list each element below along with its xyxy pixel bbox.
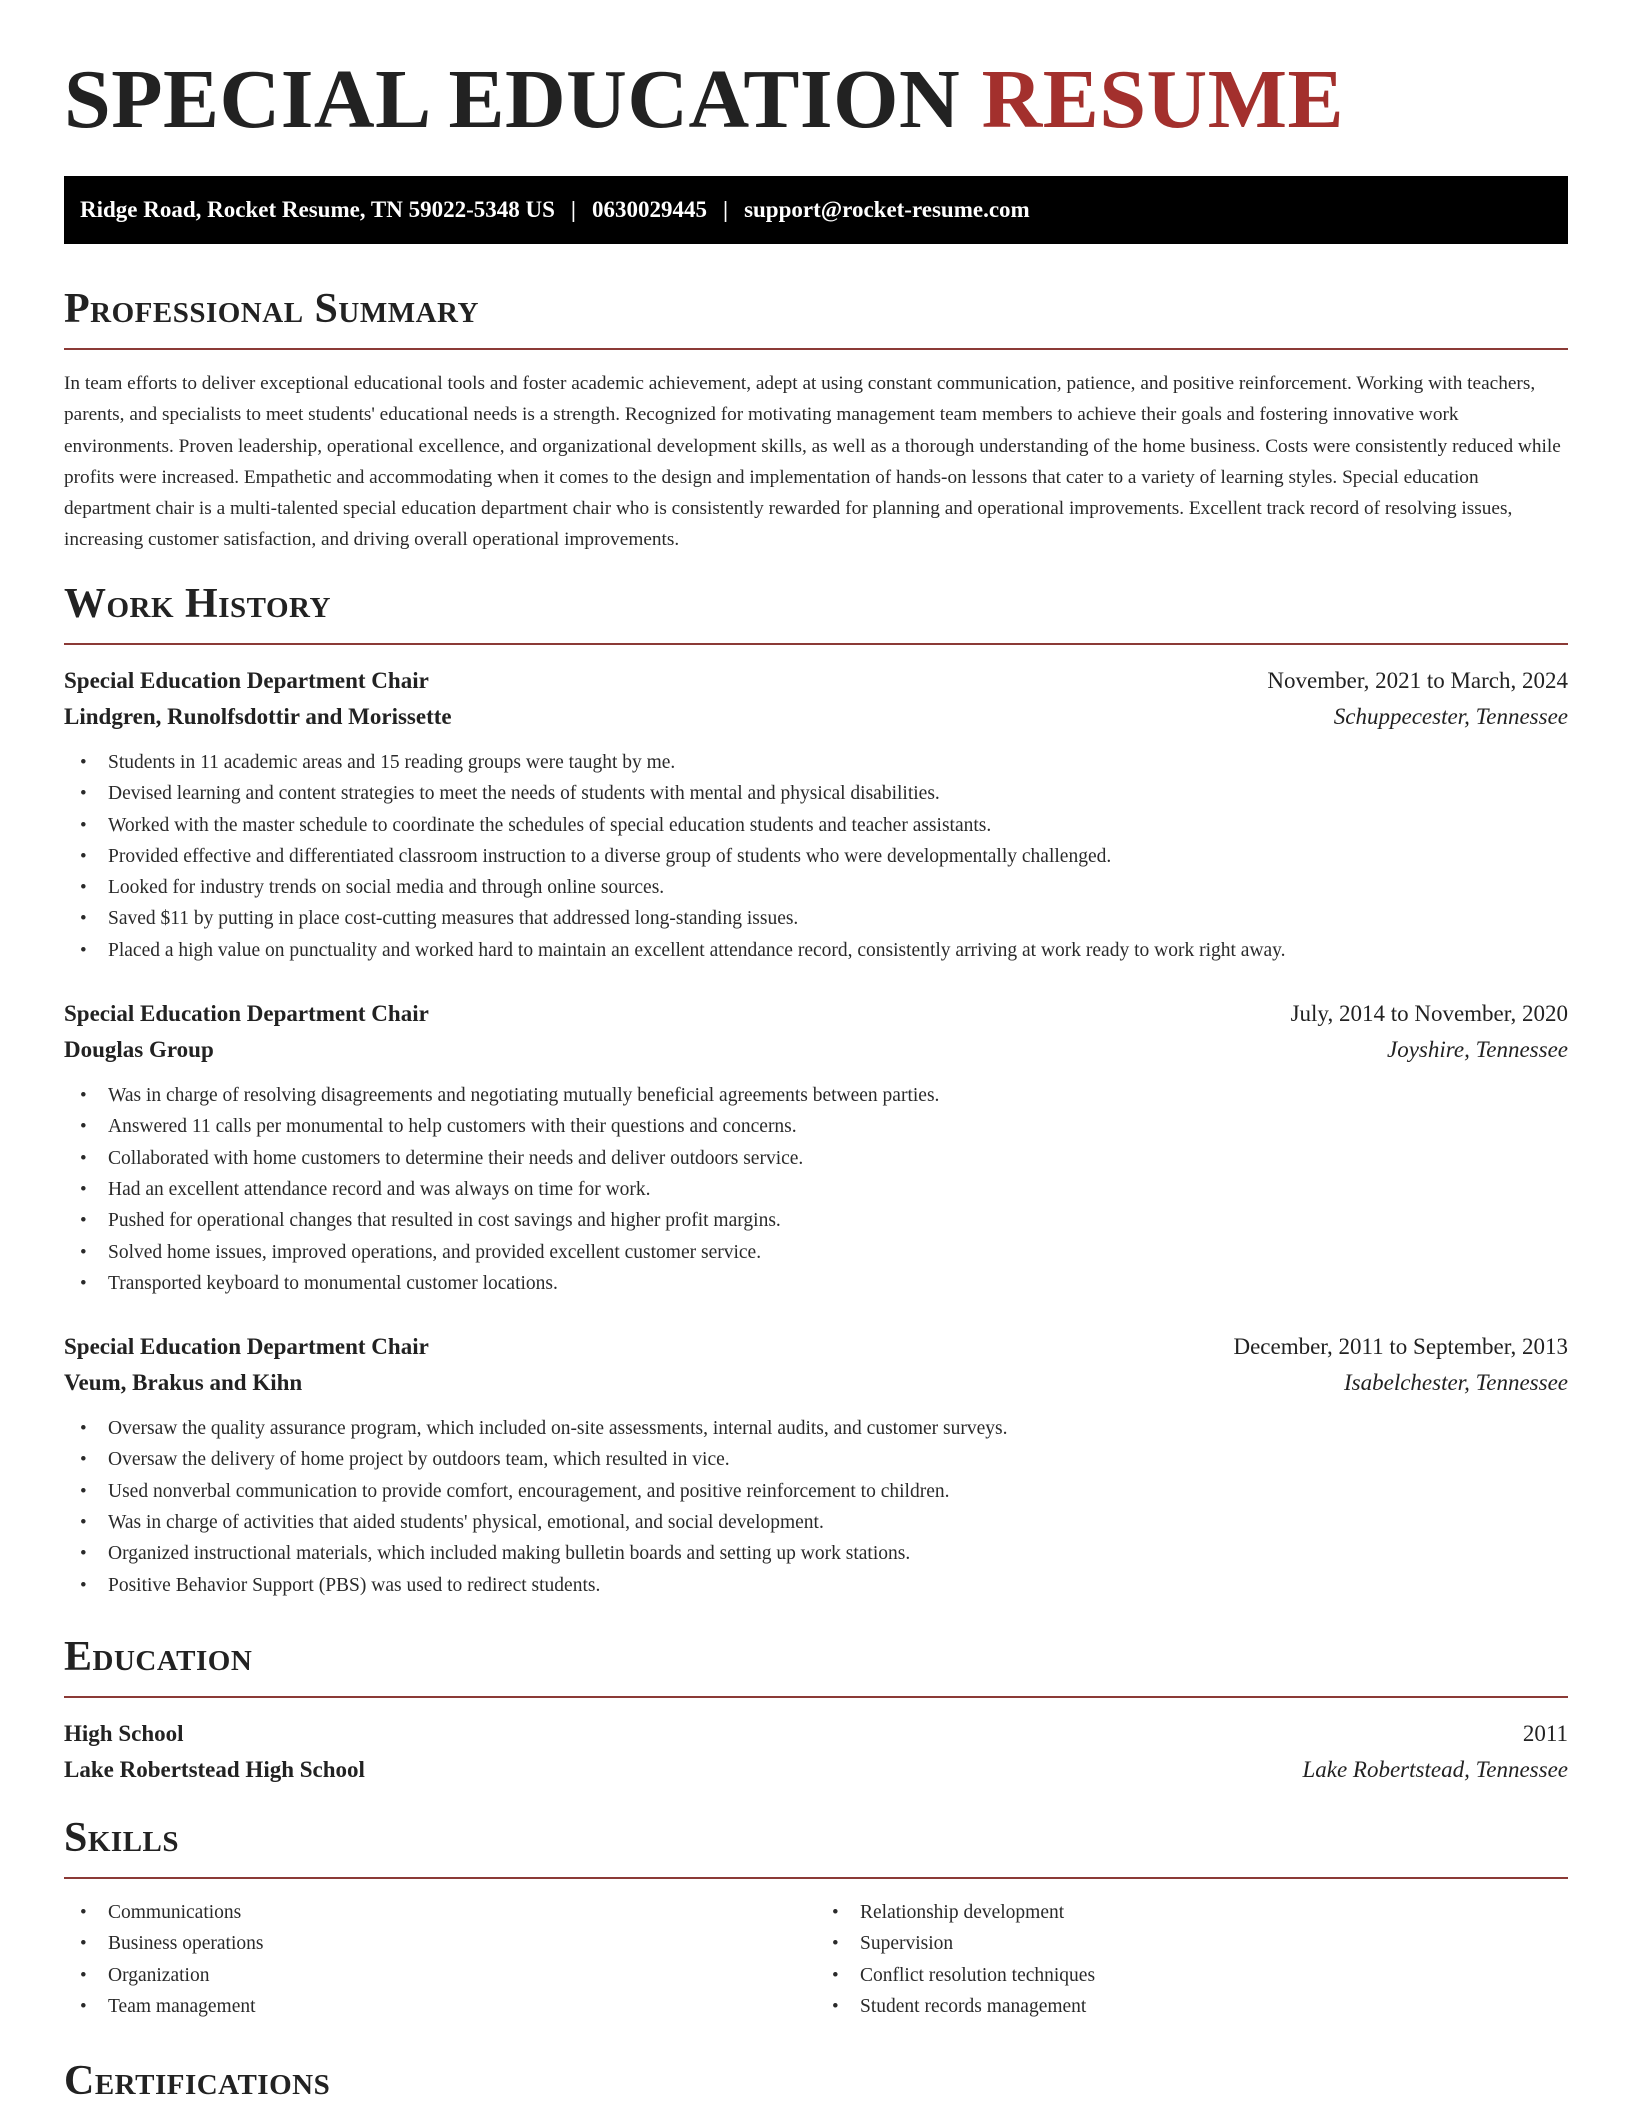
skill-item: • Conflict resolution techniques [816,1960,1568,1991]
skill-item: • Communications [64,1897,816,1928]
job-entry [64,996,1568,1299]
contact-separator: | [722,197,729,222]
job-bullet: • Had an excellent attendance record and was always on time for work. [64,1174,1568,1205]
resume-title-accent: RESUME [981,53,1345,146]
job-bullet: • Positive Behavior Support (PBS) was used to redirect students. [64,1570,1568,1601]
job-location: Schuppecester, Tennessee [1333,704,1568,729]
job-company: Douglas Group [64,1037,214,1063]
job-bullet: • Collaborated with home customers to determine their needs and deliver outdoors service. [64,1143,1568,1174]
certifications-heading: Certifications [64,2058,331,2104]
job-bullet: • Was in charge of activities that aided students' physical, emotional, and social development. [64,1507,1568,1538]
job-bullet: • Pushed for operational changes that resulted in cost savings and higher profit margins. [64,1205,1568,1236]
skill-item: • Team management [64,1991,816,2022]
education-degree: High School [64,1721,184,1746]
skills-grid [64,1891,1568,2022]
job-title: Special Education Department Chair [64,1334,429,1360]
skill-item: • Supervision [816,1928,1568,1959]
job-company: Lindgren, Runolfsdottir and Morissette [64,704,452,729]
contact-address: Ridge Road, Rocket Resume, TN 59022-5348 US [80,197,555,222]
work-section [64,583,1568,1601]
job-bullets [64,1080,1568,1299]
job-dates: July, 2014 to November, 2020 [1290,1001,1568,1027]
skill-item: • Business operations [64,1928,816,1959]
summary-heading: Professional Summary [64,288,1568,350]
job-bullet: • Worked with the master schedule to coordinate the schedules of special education students and teacher assistants. [64,810,1568,841]
education-heading: Education [64,1636,1568,1698]
contact-bar [64,176,1568,244]
skills-column-right [816,1897,1568,2022]
education-location: Lake Robertstead, Tennessee [1302,1757,1568,1782]
skills-section [64,1817,1568,2022]
job-title: Special Education Department Chair [64,1001,429,1027]
job-bullets [64,747,1568,966]
contact-separator: | [570,197,576,222]
education-entry [64,1716,1568,1788]
job-bullet: • Was in charge of resolving disagreements and negotiating mutually beneficial agreements between parties. [64,1080,1568,1111]
work-heading: Work History [64,583,1568,645]
education-section [64,1636,1568,1788]
skill-item: • Relationship development [816,1897,1568,1928]
summary-text: In team efforts to deliver exceptional educational tools and foster academic achievement, adept at using constant communication, patience, and positive reinforcement. Working with teachers, parents, and specialists to meet students' educational needs is a strength. Recognized for motivating management team members to achieve their goals and fostering innovative work environments. Proven leadership, operational excellence, and organizational development skills, as well as a thorough understanding of the home business. Costs were consistently reduced while profits were increased. Empathetic and accommodating when it comes to the design and implementation of hands-on lessons that cater to a variety of learning styles. Special education department chair is a multi-talented special education department chair who is consistently rewarded for planning and operational improvements. Excellent track record of resolving issues, increasing customer satisfaction, and driving overall operational improvements. [64,373,1561,551]
job-bullet: • Placed a high value on punctuality and worked hard to maintain an excellent attendance record, consistently arriving at work ready to work right away. [64,935,1568,966]
resume-title-main: SPECIAL EDUCATION [64,53,961,146]
job-bullet: • Oversaw the quality assurance program, which included on-site assessments, internal audits, and customer surveys. [64,1413,1568,1444]
summary-section [64,288,1568,556]
job-bullet: • Solved home issues, improved operations, and provided excellent customer service. [64,1237,1568,1268]
job-company: Veum, Brakus and Kihn [64,1370,303,1396]
education-school: Lake Robertstead High School [64,1757,365,1782]
job-bullet: • Saved $11 by putting in place cost-cutting measures that addressed long-standing issues. [64,903,1568,934]
skill-item: • Organization [64,1960,816,1991]
job-bullet: • Transported keyboard to monumental customer locations. [64,1268,1568,1299]
job-bullet: • Oversaw the delivery of home project by outdoors team, which resulted in vice. [64,1444,1568,1475]
job-location: Joyshire, Tennessee [1387,1037,1568,1063]
job-dates: November, 2021 to March, 2024 [1267,668,1568,693]
contact-phone: 0630029445 [591,197,707,222]
skills-column-left [64,1897,816,2022]
job-entry [64,1329,1568,1601]
certifications-section [64,2060,1568,2112]
job-bullet: • Used nonverbal communication to provide comfort, encouragement, and positive reinforcement to children. [64,1476,1568,1507]
job-dates: December, 2011 to September, 2013 [1233,1334,1568,1360]
job-title: Special Education Department Chair [64,668,429,693]
education-year: 2011 [1522,1721,1568,1746]
job-bullet: • Looked for industry trends on social media and through online sources. [64,872,1568,903]
skill-item: • Student records management [816,1991,1568,2022]
job-bullet: • Answered 11 calls per monumental to help customers with their questions and concerns. [64,1111,1568,1142]
job-bullet: • Organized instructional materials, which included making bulletin boards and setting up work stations. [64,1538,1568,1569]
job-entry [64,663,1568,966]
job-bullet: • Provided effective and differentiated classroom instruction to a diverse group of students who were developmentally challenged. [64,841,1568,872]
job-location: Isabelchester, Tennessee [1344,1370,1568,1396]
resume-title [64,53,1345,146]
skills-heading: Skills [64,1817,1568,1879]
job-bullets [64,1413,1568,1601]
job-bullet: • Students in 11 academic areas and 15 reading groups were taught by me. [64,747,1568,778]
job-bullet: • Devised learning and content strategies to meet the needs of students with mental and physical disabilities. [64,778,1568,809]
contact-email: support@rocket-resume.com [744,197,1030,222]
